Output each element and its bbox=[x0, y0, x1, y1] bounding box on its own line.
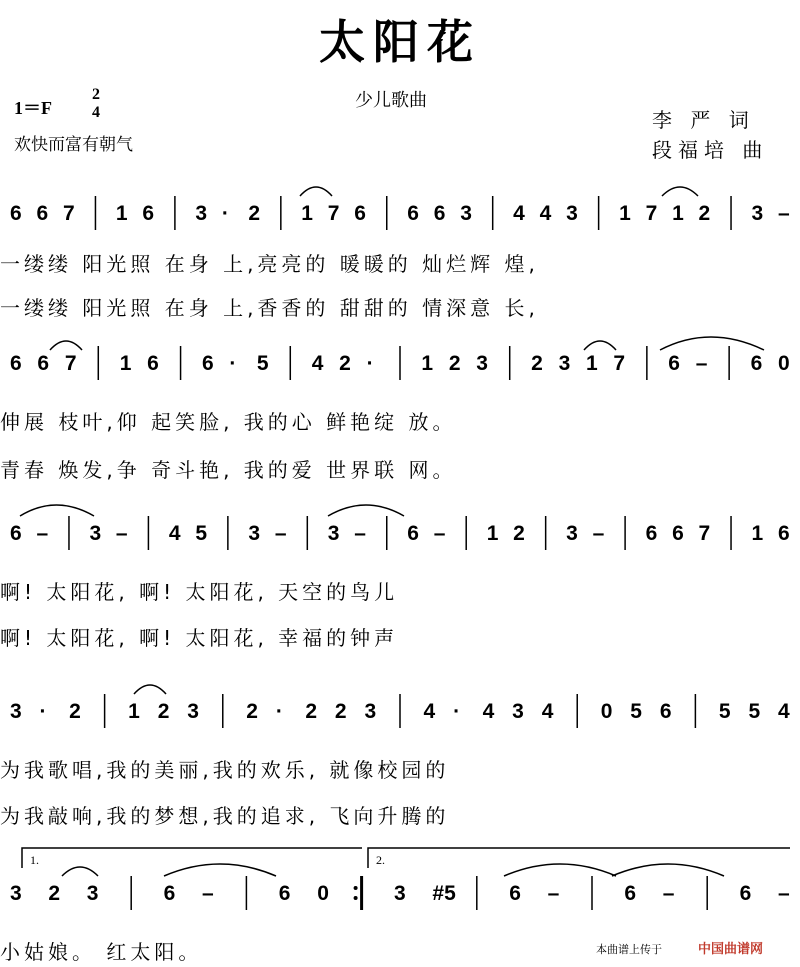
note: 7 bbox=[613, 352, 626, 375]
note: 1 bbox=[119, 352, 132, 375]
note: 6 bbox=[509, 882, 521, 905]
note: 1 bbox=[751, 522, 764, 545]
volta-1-label: 1. bbox=[30, 853, 39, 867]
note: 5 bbox=[195, 522, 208, 545]
note: 3 bbox=[512, 700, 524, 723]
note: #5 bbox=[432, 882, 456, 905]
note: 6 bbox=[354, 202, 366, 225]
dot-extension: · bbox=[366, 352, 374, 375]
note: 6 bbox=[668, 352, 680, 375]
time-signature-bottom: 4 bbox=[92, 104, 100, 121]
note: 3 bbox=[86, 882, 99, 905]
note: 4 bbox=[539, 202, 552, 225]
note: 7 bbox=[62, 202, 75, 225]
dot-extension: · bbox=[229, 352, 237, 375]
note: 4 bbox=[778, 700, 790, 723]
note: 3 bbox=[364, 700, 377, 723]
dash-extension: – bbox=[778, 882, 790, 905]
note: 1 bbox=[301, 202, 313, 225]
note: 1 bbox=[128, 700, 140, 723]
volta-1-bracket bbox=[22, 848, 362, 868]
dot-extension: · bbox=[221, 202, 229, 225]
note: 6 bbox=[778, 522, 790, 545]
note: 1 bbox=[115, 202, 128, 225]
note: 2 bbox=[334, 700, 347, 723]
volta-2-bracket bbox=[368, 848, 790, 868]
slur bbox=[584, 341, 616, 350]
note: 3 bbox=[187, 700, 199, 723]
slur bbox=[612, 864, 724, 876]
note: 2 bbox=[698, 202, 711, 225]
note: 2 bbox=[448, 352, 461, 375]
note: 2 bbox=[69, 700, 81, 723]
note: 6 bbox=[37, 352, 50, 375]
note: 0 bbox=[600, 700, 613, 723]
dash-extension: – bbox=[662, 882, 675, 905]
note: 0 bbox=[317, 882, 329, 905]
lyric-row-2b: 青春 焕发,争 奇斗艳, 我的爱 世界联 网。 bbox=[0, 458, 457, 482]
dash-extension: – bbox=[36, 522, 49, 545]
note: 6 bbox=[147, 352, 159, 375]
note: 3 bbox=[566, 202, 578, 225]
dash-extension: – bbox=[274, 522, 287, 545]
slur bbox=[20, 505, 94, 516]
note: 3 bbox=[10, 882, 22, 905]
note: 4 bbox=[311, 352, 324, 375]
slur bbox=[164, 864, 276, 876]
slur bbox=[662, 187, 698, 196]
note: 2 bbox=[339, 352, 351, 375]
note: 1 bbox=[486, 522, 499, 545]
tempo-marking: 欢快而富有朝气 bbox=[14, 135, 133, 155]
lyric-row-4a: 为我歌唱,我的美丽,我的欢乐, 就像校园的 bbox=[0, 758, 450, 782]
note: 3 bbox=[566, 522, 578, 545]
note: 5 bbox=[256, 352, 269, 375]
dash-extension: – bbox=[433, 522, 446, 545]
dash-extension: – bbox=[592, 522, 605, 545]
note: 7 bbox=[645, 202, 658, 225]
note: 1 bbox=[619, 202, 631, 225]
note: 1 bbox=[421, 352, 434, 375]
note: 6 bbox=[645, 522, 658, 545]
volta-2-label: 2. bbox=[376, 853, 385, 867]
note: 3 bbox=[327, 522, 340, 545]
page-title: 太阳花 bbox=[319, 15, 481, 69]
note: 6 bbox=[278, 882, 291, 905]
lyric-row-4b: 为我敲响,我的梦想,我的追求, 飞向升腾的 bbox=[0, 804, 450, 828]
note: 6 bbox=[202, 352, 214, 375]
note: 2 bbox=[48, 882, 61, 905]
lyric-row-2a: 伸展 枝叶,仰 起笑脸, 我的心 鲜艳绽 放。 bbox=[0, 410, 457, 434]
slur bbox=[660, 337, 764, 350]
time-signature-top: 2 bbox=[92, 86, 100, 103]
note: 3 bbox=[195, 202, 208, 225]
note: 6 bbox=[36, 202, 49, 225]
note: 2 bbox=[157, 700, 170, 723]
note: 2 bbox=[531, 352, 543, 375]
dash-extension: – bbox=[547, 882, 560, 905]
note: 6 bbox=[750, 352, 763, 375]
note: 5 bbox=[718, 700, 731, 723]
dot-extension: · bbox=[39, 700, 47, 723]
slur bbox=[134, 685, 166, 694]
dash-extension: – bbox=[115, 522, 128, 545]
note: 6 bbox=[739, 882, 752, 905]
slur bbox=[300, 187, 332, 196]
note: 4 bbox=[513, 202, 525, 225]
note: 3 bbox=[460, 202, 472, 225]
lyric-row-3b: 啊! 太阳花, 啊! 太阳花, 幸福的钟声 bbox=[0, 626, 399, 650]
note: 3 bbox=[751, 202, 764, 225]
note: 6 bbox=[433, 202, 446, 225]
note: 6 bbox=[659, 700, 672, 723]
note: 7 bbox=[64, 352, 77, 375]
note: 6 bbox=[407, 522, 419, 545]
note: 6 bbox=[672, 522, 684, 545]
dash-extension: – bbox=[202, 882, 214, 905]
key-signature: 1＝F bbox=[14, 98, 52, 118]
dot-extension: · bbox=[275, 700, 283, 723]
note: 4 bbox=[541, 700, 554, 723]
time-signature bbox=[92, 86, 100, 122]
dash-extension: – bbox=[354, 522, 366, 545]
subtitle: 少儿歌曲 bbox=[355, 90, 427, 111]
note: 3 bbox=[248, 522, 261, 545]
note: 3 bbox=[394, 882, 406, 905]
dot-extension: · bbox=[453, 700, 461, 723]
dash-extension: – bbox=[695, 352, 708, 375]
note: 2 bbox=[513, 522, 525, 545]
site-logo: 中国曲谱网 bbox=[698, 942, 764, 957]
note: 0 bbox=[778, 352, 790, 375]
lyric-row-5: 小姑娘。 红太阳。 bbox=[0, 940, 203, 964]
composer-credit: 段福培 曲 bbox=[652, 138, 769, 162]
note: 6 bbox=[163, 882, 176, 905]
footer-note: 本曲谱上传于 bbox=[596, 943, 662, 956]
lyric-row-1a: 一缕缕 阳光照 在身 上,亮亮的 暖暖的 灿烂辉 煌, bbox=[0, 252, 539, 276]
repeat-dot bbox=[354, 896, 358, 900]
note: 3 bbox=[10, 700, 22, 723]
lyric-row-3a: 啊! 太阳花, 啊! 太阳花, 天空的鸟儿 bbox=[0, 580, 399, 604]
note: 6 bbox=[10, 202, 22, 225]
note: 3 bbox=[558, 352, 571, 375]
slur bbox=[328, 505, 404, 516]
note: 4 bbox=[423, 700, 436, 723]
repeat-dot bbox=[354, 886, 358, 890]
note: 5 bbox=[748, 700, 761, 723]
note: 2 bbox=[246, 700, 258, 723]
note: 6 bbox=[10, 522, 22, 545]
note: 6 bbox=[407, 202, 419, 225]
note: 2 bbox=[248, 202, 261, 225]
note: 1 bbox=[586, 352, 598, 375]
note: 4 bbox=[168, 522, 181, 545]
slur bbox=[62, 867, 98, 876]
note: 6 bbox=[624, 882, 637, 905]
note: 6 bbox=[10, 352, 22, 375]
slur bbox=[50, 341, 82, 350]
dash-extension: – bbox=[778, 202, 790, 225]
note: 1 bbox=[672, 202, 684, 225]
lyricist-credit: 李 严 词 bbox=[652, 108, 755, 132]
note: 6 bbox=[142, 202, 155, 225]
note: 2 bbox=[305, 700, 318, 723]
note: 3 bbox=[89, 522, 102, 545]
note: 5 bbox=[630, 700, 642, 723]
note: 7 bbox=[327, 202, 340, 225]
note: 4 bbox=[482, 700, 495, 723]
note: 7 bbox=[698, 522, 711, 545]
note: 3 bbox=[476, 352, 488, 375]
slur bbox=[504, 864, 616, 876]
lyric-row-1b: 一缕缕 阳光照 在身 上,香香的 甜甜的 情深意 长, bbox=[0, 296, 539, 320]
